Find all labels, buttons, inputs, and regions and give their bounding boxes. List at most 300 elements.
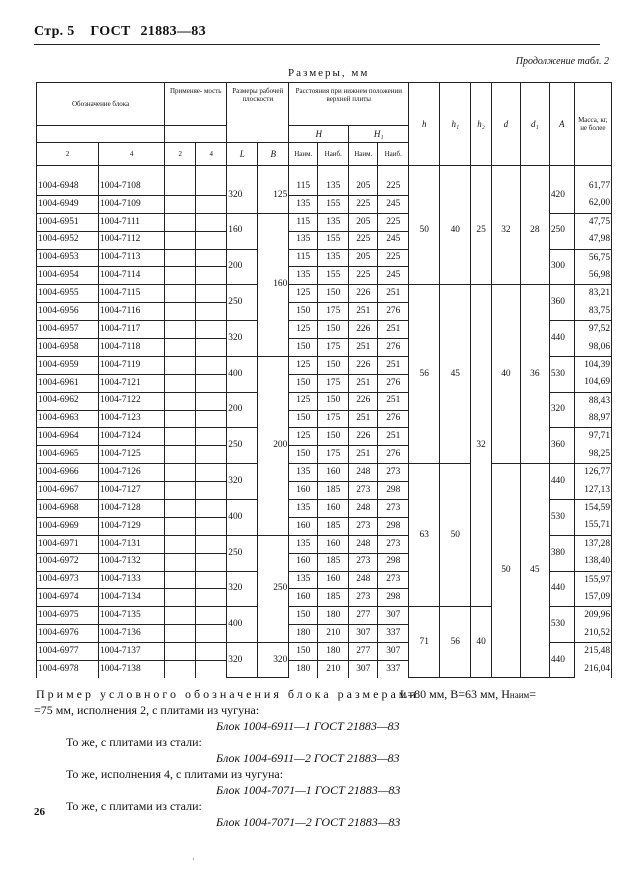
applicability-4 xyxy=(196,446,227,464)
H-min: 115 xyxy=(289,213,318,231)
applicability-4 xyxy=(196,482,227,500)
designation-exec-4: 1004-7111 xyxy=(99,213,165,231)
applicability-2 xyxy=(165,464,196,482)
mass-value: 154,59 xyxy=(574,500,611,518)
applicability-2 xyxy=(165,607,196,625)
cell-h1: 40 xyxy=(440,178,471,285)
designation-exec-2: 1004-6978 xyxy=(37,661,99,678)
applicability-4 xyxy=(196,392,227,410)
H-max: 210 xyxy=(318,625,349,643)
header-exec-2: 2 xyxy=(37,143,99,166)
cell-h: 71 xyxy=(409,607,440,678)
designation-exec-4: 1004-7126 xyxy=(99,464,165,482)
designation-exec-2: 1004-6964 xyxy=(37,428,99,446)
cell-B: 250 xyxy=(258,535,289,642)
mass-value: 61,77 xyxy=(574,178,611,195)
H1-min: 225 xyxy=(349,231,378,249)
cell-d1: 28 xyxy=(520,178,549,285)
cell-A: 360 xyxy=(549,428,574,464)
H-max: 185 xyxy=(318,517,349,535)
H1-max: 225 xyxy=(378,249,409,267)
header-applicability: Применяе- мость xyxy=(165,83,227,126)
mass-value: 138,40 xyxy=(574,553,611,571)
H1-min: 226 xyxy=(349,428,378,446)
example-line-1-dims xyxy=(400,687,536,702)
designation-exec-4: 1004-7121 xyxy=(99,374,165,392)
mass-value: 83,75 xyxy=(574,303,611,321)
designation-exec-4: 1004-7112 xyxy=(99,231,165,249)
applicability-4 xyxy=(196,356,227,374)
H-max: 160 xyxy=(318,464,349,482)
H1-max: 273 xyxy=(378,571,409,589)
H-max: 155 xyxy=(318,267,349,285)
H-max: 210 xyxy=(318,661,349,678)
H-min: 135 xyxy=(289,500,318,518)
H1-max: 298 xyxy=(378,553,409,571)
cell-A: 250 xyxy=(549,213,574,249)
applicability-4 xyxy=(196,213,227,231)
H1-max: 245 xyxy=(378,195,409,213)
applicability-4 xyxy=(196,339,227,357)
applicability-2 xyxy=(165,195,196,213)
H1-max: 273 xyxy=(378,500,409,518)
applicability-2 xyxy=(165,339,196,357)
applicability-4 xyxy=(196,607,227,625)
header-B: B xyxy=(258,143,289,166)
header-exec-4: 4 xyxy=(99,143,165,166)
H-min: 150 xyxy=(289,410,318,428)
mass-value: 127,13 xyxy=(574,482,611,500)
H-min: 125 xyxy=(289,356,318,374)
H-max: 155 xyxy=(318,195,349,213)
applicability-4 xyxy=(196,661,227,678)
cell-L: 400 xyxy=(227,500,258,536)
cell-h: 63 xyxy=(409,464,440,607)
cell-d: 40 xyxy=(491,285,520,464)
designation-exec-4: 1004-7113 xyxy=(99,249,165,267)
applicability-2 xyxy=(165,374,196,392)
H1-max: 273 xyxy=(378,535,409,553)
applicability-2 xyxy=(165,643,196,661)
cell-B: 320 xyxy=(258,643,289,678)
applicability-2 xyxy=(165,428,196,446)
designation-exec-2: 1004-6965 xyxy=(37,446,99,464)
gost-label: ГОСТ xyxy=(90,24,131,39)
H1-min: 226 xyxy=(349,321,378,339)
designation-exec-2: 1004-6961 xyxy=(37,374,99,392)
header-mass: Масса, кг, не более xyxy=(574,83,611,166)
header-applicability-blank xyxy=(165,126,227,143)
cell-h2: 40 xyxy=(471,607,492,678)
applicability-4 xyxy=(196,589,227,607)
H1-min: 251 xyxy=(349,374,378,392)
H-max: 180 xyxy=(318,607,349,625)
applicability-2 xyxy=(165,321,196,339)
header-distances: Расстояния при нижнем положении верхней плиты xyxy=(289,83,409,126)
cell-L: 200 xyxy=(227,392,258,428)
applicability-4 xyxy=(196,500,227,518)
H-max: 135 xyxy=(318,178,349,195)
designation-exec-4: 1004-7115 xyxy=(99,285,165,303)
H-min: 135 xyxy=(289,464,318,482)
header-h2: h₂ xyxy=(471,83,492,166)
table-row xyxy=(37,178,612,195)
applicability-2 xyxy=(165,267,196,285)
designation-exec-4: 1004-7128 xyxy=(99,500,165,518)
applicability-4 xyxy=(196,535,227,553)
H1-min: 248 xyxy=(349,535,378,553)
designation-exec-4: 1004-7109 xyxy=(99,195,165,213)
H-max: 175 xyxy=(318,303,349,321)
designation-exec-4: 1004-7125 xyxy=(99,446,165,464)
cell-L: 160 xyxy=(227,213,258,249)
applicability-2 xyxy=(165,571,196,589)
applicability-4 xyxy=(196,303,227,321)
designation-exec-4: 1004-7114 xyxy=(99,267,165,285)
H-min: 115 xyxy=(289,178,318,195)
applicability-4 xyxy=(196,517,227,535)
mass-value: 209,96 xyxy=(574,607,611,625)
mass-value: 97,52 xyxy=(574,321,611,339)
mass-value: 56,75 xyxy=(574,249,611,267)
mass-value: 83,21 xyxy=(574,285,611,303)
applicability-2 xyxy=(165,249,196,267)
applicability-2 xyxy=(165,500,196,518)
applicability-2 xyxy=(165,410,196,428)
example-designation-2: Блок 1004-6911—2 ГОСТ 21883—83 xyxy=(216,751,400,765)
H1-min: 205 xyxy=(349,249,378,267)
cell-L: 320 xyxy=(227,643,258,678)
H1-max: 245 xyxy=(378,267,409,285)
H-max: 150 xyxy=(318,356,349,374)
header-h1min: Наим. xyxy=(349,143,378,166)
H1-min: 248 xyxy=(349,571,378,589)
H1-max: 307 xyxy=(378,643,409,661)
H-min: 150 xyxy=(289,374,318,392)
H1-min: 248 xyxy=(349,500,378,518)
mass-value: 98,06 xyxy=(574,339,611,357)
H1-max: 251 xyxy=(378,285,409,303)
applicability-4 xyxy=(196,464,227,482)
H1-min: 277 xyxy=(349,643,378,661)
designation-exec-2: 1004-6957 xyxy=(37,321,99,339)
designation-exec-2: 1004-6973 xyxy=(37,571,99,589)
cell-A: 440 xyxy=(549,643,574,678)
example-designation-1: Блок 1004-6911—1 ГОСТ 21883—83 xyxy=(216,719,400,733)
cell-A: 530 xyxy=(549,607,574,643)
H1-min: 251 xyxy=(349,410,378,428)
cell-L: 400 xyxy=(227,356,258,392)
designation-exec-2: 1004-6956 xyxy=(37,303,99,321)
example-line-8: То же, с плитами из стали: xyxy=(66,799,202,813)
H1-min: 273 xyxy=(349,482,378,500)
applicability-4 xyxy=(196,625,227,643)
H1-min: 248 xyxy=(349,464,378,482)
designation-exec-2: 1004-6952 xyxy=(37,231,99,249)
example-heading: Пример условного обозначения блока размерами xyxy=(36,687,419,701)
cell-B: 200 xyxy=(258,356,289,535)
H-min: 180 xyxy=(289,625,318,643)
designation-exec-4: 1004-7132 xyxy=(99,553,165,571)
H1-min: 251 xyxy=(349,339,378,357)
H-min: 150 xyxy=(289,607,318,625)
cell-L: 250 xyxy=(227,535,258,571)
cell-A: 440 xyxy=(549,571,574,607)
H-max: 185 xyxy=(318,589,349,607)
designation-exec-2: 1004-6958 xyxy=(37,339,99,357)
H-min: 150 xyxy=(289,643,318,661)
cell-L: 400 xyxy=(227,607,258,643)
H1-max: 245 xyxy=(378,231,409,249)
designation-exec-2: 1004-6968 xyxy=(37,500,99,518)
blocks-table xyxy=(36,82,612,678)
cell-d1: 36 xyxy=(520,285,549,464)
applicability-2 xyxy=(165,356,196,374)
applicability-4 xyxy=(196,428,227,446)
designation-exec-4: 1004-7135 xyxy=(99,607,165,625)
applicability-2 xyxy=(165,178,196,195)
designation-exec-4: 1004-7117 xyxy=(99,321,165,339)
mass-value: 97,71 xyxy=(574,428,611,446)
example-designation-3: Блок 1004-7071—1 ГОСТ 21883—83 xyxy=(216,783,401,797)
cell-L: 250 xyxy=(227,285,258,321)
applicability-2 xyxy=(165,535,196,553)
applicability-2 xyxy=(165,517,196,535)
cell-B: 125 xyxy=(258,178,289,213)
running-header xyxy=(34,24,212,40)
H-min: 160 xyxy=(289,482,318,500)
cell-h1: 50 xyxy=(440,464,471,607)
applicability-2 xyxy=(165,661,196,678)
mass-value: 155,71 xyxy=(574,517,611,535)
applicability-4 xyxy=(196,285,227,303)
cell-A: 360 xyxy=(549,285,574,321)
H1-min: 273 xyxy=(349,553,378,571)
H1-min: 307 xyxy=(349,625,378,643)
header-rule xyxy=(34,44,600,45)
designation-exec-4: 1004-7127 xyxy=(99,482,165,500)
applicability-4 xyxy=(196,410,227,428)
cell-L: 320 xyxy=(227,464,258,500)
header-L: L xyxy=(227,143,258,166)
table-body xyxy=(37,166,612,678)
designation-exec-4: 1004-7134 xyxy=(99,589,165,607)
applicability-4 xyxy=(196,231,227,249)
mass-value: 104,69 xyxy=(574,374,611,392)
page-number: 26 xyxy=(34,806,45,818)
mass-value: 47,75 xyxy=(574,213,611,231)
designation-exec-2: 1004-6955 xyxy=(37,285,99,303)
applicability-4 xyxy=(196,249,227,267)
applicability-2 xyxy=(165,553,196,571)
H-max: 180 xyxy=(318,643,349,661)
example-line-4: То же, с плитами из стали: xyxy=(66,735,202,749)
cell-h2: 25 xyxy=(471,178,492,285)
H-max: 135 xyxy=(318,249,349,267)
cell-d: 50 xyxy=(491,464,520,678)
H-max: 160 xyxy=(318,535,349,553)
applicability-2 xyxy=(165,625,196,643)
cell-L: 250 xyxy=(227,428,258,464)
applicability-2 xyxy=(165,446,196,464)
header-execution-blank xyxy=(37,126,165,143)
H1-max: 251 xyxy=(378,428,409,446)
header-H: H xyxy=(289,126,349,143)
cell-L: 320 xyxy=(227,321,258,357)
H-min: 125 xyxy=(289,428,318,446)
example-equals: = xyxy=(529,687,537,701)
cell-B: 160 xyxy=(258,213,289,356)
applicability-4 xyxy=(196,571,227,589)
H-max: 150 xyxy=(318,392,349,410)
H-min: 115 xyxy=(289,249,318,267)
designation-exec-4: 1004-7137 xyxy=(99,643,165,661)
H-max: 185 xyxy=(318,482,349,500)
H-max: 160 xyxy=(318,500,349,518)
mass-value: 88,43 xyxy=(574,392,611,410)
example-line-6: То же, исполнения 4, с плитами из чугуна: xyxy=(66,767,284,781)
header-hmin: Наим. xyxy=(289,143,318,166)
table-spacer-row xyxy=(37,166,612,179)
H-min: 150 xyxy=(289,446,318,464)
applicability-4 xyxy=(196,178,227,195)
example-subscript: наим xyxy=(509,690,530,700)
H-min: 135 xyxy=(289,535,318,553)
H-max: 150 xyxy=(318,285,349,303)
H1-min: 273 xyxy=(349,589,378,607)
H1-max: 298 xyxy=(378,589,409,607)
H-max: 155 xyxy=(318,231,349,249)
designation-exec-4: 1004-7118 xyxy=(99,339,165,357)
header-H1: H₁ xyxy=(349,126,409,143)
cell-A: 380 xyxy=(549,535,574,571)
H1-min: 225 xyxy=(349,195,378,213)
cell-d1: 45 xyxy=(520,464,549,678)
designation-exec-4: 1004-7131 xyxy=(99,535,165,553)
H1-min: 307 xyxy=(349,661,378,678)
H-min: 125 xyxy=(289,321,318,339)
mass-value: 88,97 xyxy=(574,410,611,428)
designation-exec-4: 1004-7138 xyxy=(99,661,165,678)
table-row xyxy=(37,464,612,482)
applicability-4 xyxy=(196,553,227,571)
designation-exec-4: 1004-7119 xyxy=(99,356,165,374)
cell-h: 50 xyxy=(409,178,440,285)
example-line-2: =75 мм, исполнения 2, с плитами из чугуна: xyxy=(34,703,260,717)
applicability-4 xyxy=(196,267,227,285)
H-max: 185 xyxy=(318,553,349,571)
designation-exec-2: 1004-6974 xyxy=(37,589,99,607)
H1-min: 277 xyxy=(349,607,378,625)
designation-exec-2: 1004-6975 xyxy=(37,607,99,625)
applicability-4 xyxy=(196,195,227,213)
mass-value: 104,39 xyxy=(574,356,611,374)
designation-exec-4: 1004-7122 xyxy=(99,392,165,410)
H1-min: 226 xyxy=(349,285,378,303)
table-continuation-note: Продолжение табл. 2 xyxy=(515,56,609,67)
H1-min: 205 xyxy=(349,213,378,231)
header-h: h xyxy=(409,83,440,166)
designation-exec-2: 1004-6966 xyxy=(37,464,99,482)
designation-exec-2: 1004-6972 xyxy=(37,553,99,571)
H-max: 160 xyxy=(318,571,349,589)
cell-h1: 56 xyxy=(440,607,471,678)
H1-max: 276 xyxy=(378,339,409,357)
table-row xyxy=(37,285,612,303)
designation-exec-4: 1004-7123 xyxy=(99,410,165,428)
applicability-2 xyxy=(165,482,196,500)
H1-max: 225 xyxy=(378,213,409,231)
designation-exec-4: 1004-7129 xyxy=(99,517,165,535)
header-hmax: Наиб. xyxy=(318,143,349,166)
H1-min: 251 xyxy=(349,446,378,464)
header-h1max: Наиб. xyxy=(378,143,409,166)
H1-max: 276 xyxy=(378,374,409,392)
designation-exec-2: 1004-6977 xyxy=(37,643,99,661)
H1-min: 226 xyxy=(349,356,378,374)
cell-A: 420 xyxy=(549,178,574,213)
H1-max: 307 xyxy=(378,607,409,625)
applicability-2 xyxy=(165,213,196,231)
H1-max: 337 xyxy=(378,625,409,643)
H1-min: 226 xyxy=(349,392,378,410)
header-d1: d₁ xyxy=(520,83,549,166)
H1-max: 298 xyxy=(378,482,409,500)
header-a: A xyxy=(549,83,574,166)
H1-max: 251 xyxy=(378,321,409,339)
designation-exec-4: 1004-7116 xyxy=(99,303,165,321)
mass-value: 215,48 xyxy=(574,643,611,661)
header-h1: h₁ xyxy=(440,83,471,166)
applicability-4 xyxy=(196,374,227,392)
H1-max: 251 xyxy=(378,356,409,374)
H1-min: 205 xyxy=(349,178,378,195)
cell-A: 320 xyxy=(549,392,574,428)
H1-min: 225 xyxy=(349,267,378,285)
applicability-2 xyxy=(165,285,196,303)
header-d: d xyxy=(491,83,520,166)
header-appl-2: 2 xyxy=(165,143,196,166)
header-designation: Обозначение блока xyxy=(37,83,165,126)
H-min: 125 xyxy=(289,285,318,303)
H-max: 175 xyxy=(318,410,349,428)
H-max: 175 xyxy=(318,374,349,392)
example-designation-4: Блок 1004-7071—2 ГОСТ 21883—83 xyxy=(216,815,401,829)
cell-A: 300 xyxy=(549,249,574,285)
cell-L: 320 xyxy=(227,178,258,213)
designation-exec-4: 1004-7124 xyxy=(99,428,165,446)
designation-exec-2: 1004-6948 xyxy=(37,178,99,195)
example-line-1 xyxy=(36,687,419,702)
H-max: 150 xyxy=(318,321,349,339)
H-max: 175 xyxy=(318,446,349,464)
applicability-2 xyxy=(165,231,196,249)
mass-value: 62,00 xyxy=(574,195,611,213)
H-min: 135 xyxy=(289,571,318,589)
page-speck: · xyxy=(192,855,195,864)
mass-value: 216,04 xyxy=(574,661,611,678)
gost-number: 21883—83 xyxy=(140,24,206,39)
H-min: 150 xyxy=(289,303,318,321)
header-work-area: Размеры рабочей плоскости xyxy=(227,83,289,143)
mass-value: 47,98 xyxy=(574,231,611,249)
designation-exec-2: 1004-6959 xyxy=(37,356,99,374)
cell-A: 530 xyxy=(549,500,574,536)
designation-exec-2: 1004-6969 xyxy=(37,517,99,535)
applicability-2 xyxy=(165,589,196,607)
H-min: 160 xyxy=(289,589,318,607)
page-label: Стр. 5 xyxy=(34,24,75,39)
